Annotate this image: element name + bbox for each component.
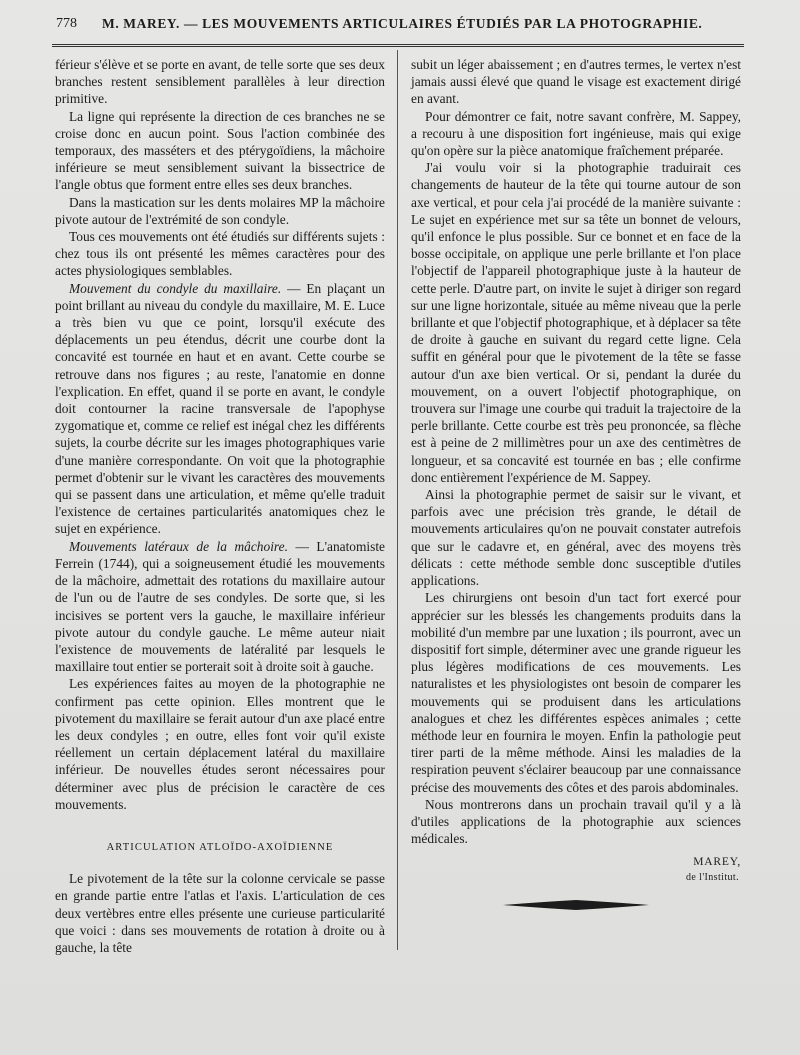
paragraph: J'ai voulu voir si la photographie traduirait ces changements de hauteur de la tête qui tourne autour de son axe vertical, et pour cela j'ai procédé de la manière suivante : Le sujet en expérience met sur sa tête un bonnet de velours, qu'il enfonce le plus possible. Sur ce bonnet et en face de la bosse occipitale, on applique une perle brillante et l'on place l'objectif de l'appareil photographique juste à la hauteur de cette perle. D'autre part, on invite le sujet à diriger son regard sur une ligne horizontale, située au même niveau que la perle brillante et que l'objectif photographique, et à déplacer sa tête de droite à gauche en suivant du regard cette ligne. Cela suffit en général pour que le pivotement de la tête se fasse autour d'un axe bien vertical. Or si, pendant la durée du mouvement, on a ouvert l'objectif photographique, on trouvera sur l'image une courbe qui traduit la trajectoire de la perle brillante. Cette courbe est très peu prononcée, sa flèche est à peine de 2 millimètres pour un axe des centimètres de longueur, et sa concavité est tournée en bas ; elle confirme donc entièrement l'expérience de M. Sappey. [411,160,741,485]
paragraph: Tous ces mouvements ont été étudiés sur différents sujets : chez tous ils ont présenté les mêmes caractères pour des actes physiologiques semblables. [55,229,385,279]
subsection-title: Mouvements latéraux de la mâchoire. [69,538,288,554]
signature [411,855,741,885]
paragraph: férieur s'élève et se porte en avant, de telle sorte que ses deux branches restent sensiblement parallèles à leur direction primitive. [55,57,385,107]
paragraph: Le pivotement de la tête sur la colonne cervicale se passe en grande partie entre l'atlas et l'axis. L'articulation de ces deux vertèbres entre elles présente une curieuse particularité que voici : dans ses mouvements de rotation à droite ou à gauche, la tête [55,871,385,955]
paragraph [55,538,385,676]
author-name: MAREY, [693,856,741,869]
right-column [411,56,741,911]
left-column [55,56,385,956]
author-affiliation: de l'Institut. [686,872,739,884]
paragraph-body: — L'anatomiste Ferrein (1744), qui a soigneusement étudié les mouvements de la mâchoire, admettait des rotations du maxillaire autour de l'un ou de l'autre de ses condyles. De sorte que, si les incisives se portent vers la gauche, le maxillaire inférieur pivote autour du condyle gauche. Le même auteur niait l'existence de mouvements de latéralité par lesquels le maxillaire tout entier se porterait soit à droite soit à gauche. [55,538,386,675]
paragraph-body: — En plaçant un point brillant au niveau du condyle du maxillaire, M. E. Luce a très bien vu que ce point, lorsqu'il exécute des déplacements un peu étendus, décrit une courbe dont la concavité est tournée en haut et en avant. Cette courbe se retrouve dans nos figures ; au reste, l'anatomie en donne l'explication. En effet, quand il se porte en avant, le condyle doit contourner la racine transversale de l'apophyse zygomatique et, comme ce relief est inégal chez les différents sujets, la courbe décrite sur les images photographiques varie d'une manière correspondante. On voit que la photographie permet d'obtenir sur le vivant les caractères des mouvements qui se passent dans une articulation, et même qu'elle traduit l'existence de certaines particularités anatomiques chez le sujet en expérience. [55,280,385,537]
paragraph: Ainsi la photographie permet de saisir sur le vivant, et parfois avec une précision très grande, le détail de mouvements articulaires qu'on ne pouvait constater autrefois que sur le cadavre et, en général, avec des moyens très délicats : cette méthode semble donc susceptible d'utiles applications. [411,487,741,589]
page-number: 778 [56,16,77,31]
paragraph: La ligne qui représente la direction de ces branches ne se croise donc en aucun point. Sous l'action combinée des temporaux, des masséters et des ptérygoïdiens, la mâchoire inférieure se meut sensiblement suivant la bissectrice de l'angle obtus que forment entre elles ses deux branches. [55,108,385,193]
paragraph: Pour démontrer ce fait, notre savant confrère, M. Sappey, a recouru à une disposition fort ingénieuse, mais qui exige qu'on opère sur la pièce anatomique fraîchement préparée. [411,108,741,159]
paragraph: subit un léger abaissement ; en d'autres termes, le vertex n'est jamais aussi élevé que quand le visage est exactement dirigé en avant. [411,57,741,107]
subsection-title: Mouvement du condyle du maxillaire. [69,280,282,296]
paragraph [55,280,385,538]
end-ornament-icon [501,899,651,911]
section-heading: ARTICULATION ATLOÏDO-AXOÏDIENNE [106,841,334,853]
header-rule [52,44,744,47]
paragraph: Dans la mastication sur les dents molaires MP la mâchoire pivote autour de l'extrémité de son condyle. [55,194,385,227]
paragraph: Les chirurgiens ont besoin d'un tact fort exercé pour apprécier sur les blessés les changements produits dans la mobilité d'un membre par une luxation ; ils pourront, avec un dispositif fort simple, déterminer avec une grande rigueur les plus légères modifications de ces mouvements. Les naturalistes et les physiologistes ont besoin de comparer les mouvements qui se produisent dans les articulations analogues et chez les différentes espèces animales ; cette méthode leur en fournira le moyen. Enfin la pathologie peut tirer parti de la même méthode. Ainsi les maladies de la respiration peuvent s'éclairer beaucoup par une connaissance précise des mouvements des côtes et des parois abdominales. [411,590,741,795]
paragraph: Les expériences faites au moyen de la photographie ne confirment pas cette opinion. Elles montrent que le pivotement du maxillaire se ferait autour d'un axe placé entre les deux condyles ; en outre, elles font voir qu'il existe réellement un certain déplacement latéral du maxillaire inférieur. De nouvelles études seront nécessaires pour déterminer avec plus de précision le caractère de ces mouvements. [55,676,385,812]
paragraph: Nous montrerons dans un prochain travail qu'il y a là d'utiles applications de la photographie aux sciences médicales. [411,796,741,847]
column-divider [397,50,398,950]
running-title: M. MAREY. — LES MOUVEMENTS ARTICULAIRES ÉTUDIÉS PAR LA PHOTOGRAPHIE. [102,16,703,31]
page-header [44,14,744,36]
